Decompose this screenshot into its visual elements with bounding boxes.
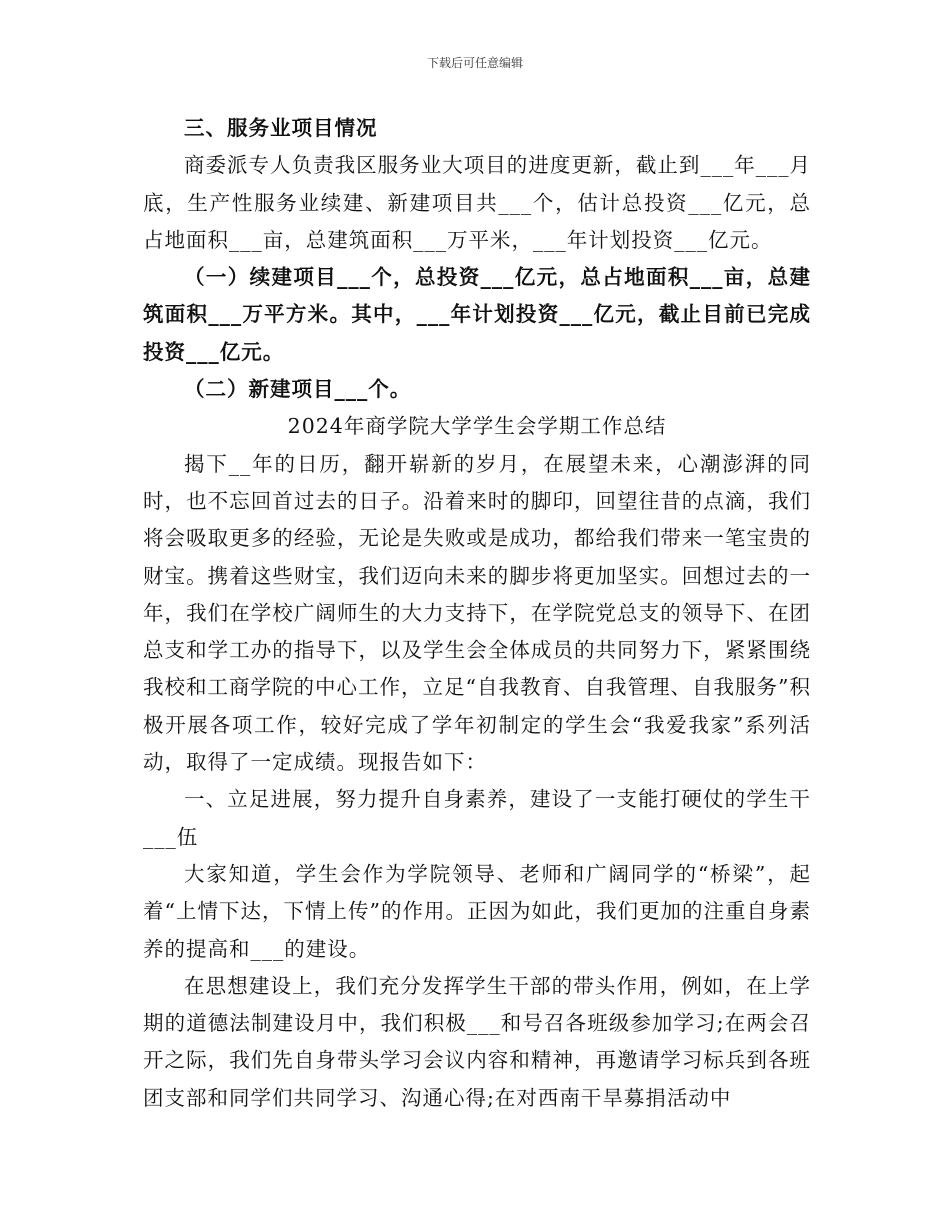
article-paragraph-bridge: 大家知道，学生会作为学院领导、老师和广阔同学的“桥梁”，起着“上情下达，下情上传”的作用。正因为如此，我们更加的注重自身素养的提高和___的建设。 xyxy=(143,861,811,961)
article-title: 2024年商学院大学学生会学期工作总结 xyxy=(287,414,667,439)
article-heading-one: 一、立足进展，努力提升自身素养，建设了一支能打硬仗的学生干___伍 xyxy=(143,787,811,849)
section-paragraph: 商委派专人负责我区服务业大项目的进度更新，截止到___年___月底，生产性服务业续建、新建项目共___个，估计总投资___亿元，总占地面积___亩，总建筑面积___万平米，___年计划投资___亿元。 xyxy=(143,153,811,252)
section-heading: 三、服务业项目情况 xyxy=(184,116,378,140)
document-body xyxy=(143,110,811,1117)
continuing-projects-item: （一）续建项目___个，总投资___亿元，总占地面积___亩，总建筑面积___万平方米。其中，___年计划投资___亿元，截止目前已完成投资___亿元。 xyxy=(143,265,811,364)
new-projects-item: （二）新建项目___个。 xyxy=(184,377,412,402)
article-paragraph-ideology: 在思想建设上，我们充分发挥学生干部的带头作用，例如，在上学期的道德法制建设月中，我们积极___和号召各班级参加学习;在两会召开之际，我们先自身带头学习会议内容和精神，再邀请学习标兵到各班团支部和同学们共同学习、沟通心得;在对西南干旱募捐活动中 xyxy=(143,973,811,1110)
page-header-note: 下载后可任意编辑 xyxy=(426,56,523,70)
article-intro-paragraph: 揭下__年的日历，翻开崭新的岁月，在展望未来，心潮澎湃的同时，也不忘回首过去的日子。沿着来时的脚印，回望往昔的点滴，我们将会吸取更多的经验，无论是失败或是成功，都给我们带来一笔宝贵的财宝。携着这些财宝，我们迈向未来的脚步将更加坚实。回想过去的一年，我们在学校广阔师生的大力支持下，在学院党总支的领导下、在团总支和学工办的指导下，以及学生会全体成员的共同努力下，紧紧围绕我校和工商学院的中心工作，立足“自我教育、自我管理、自我服务”积极开展各项工作，较好完成了学年初制定的学生会“我爱我家”系列活动，取得了一定成绩。现报告如下： xyxy=(143,451,811,775)
